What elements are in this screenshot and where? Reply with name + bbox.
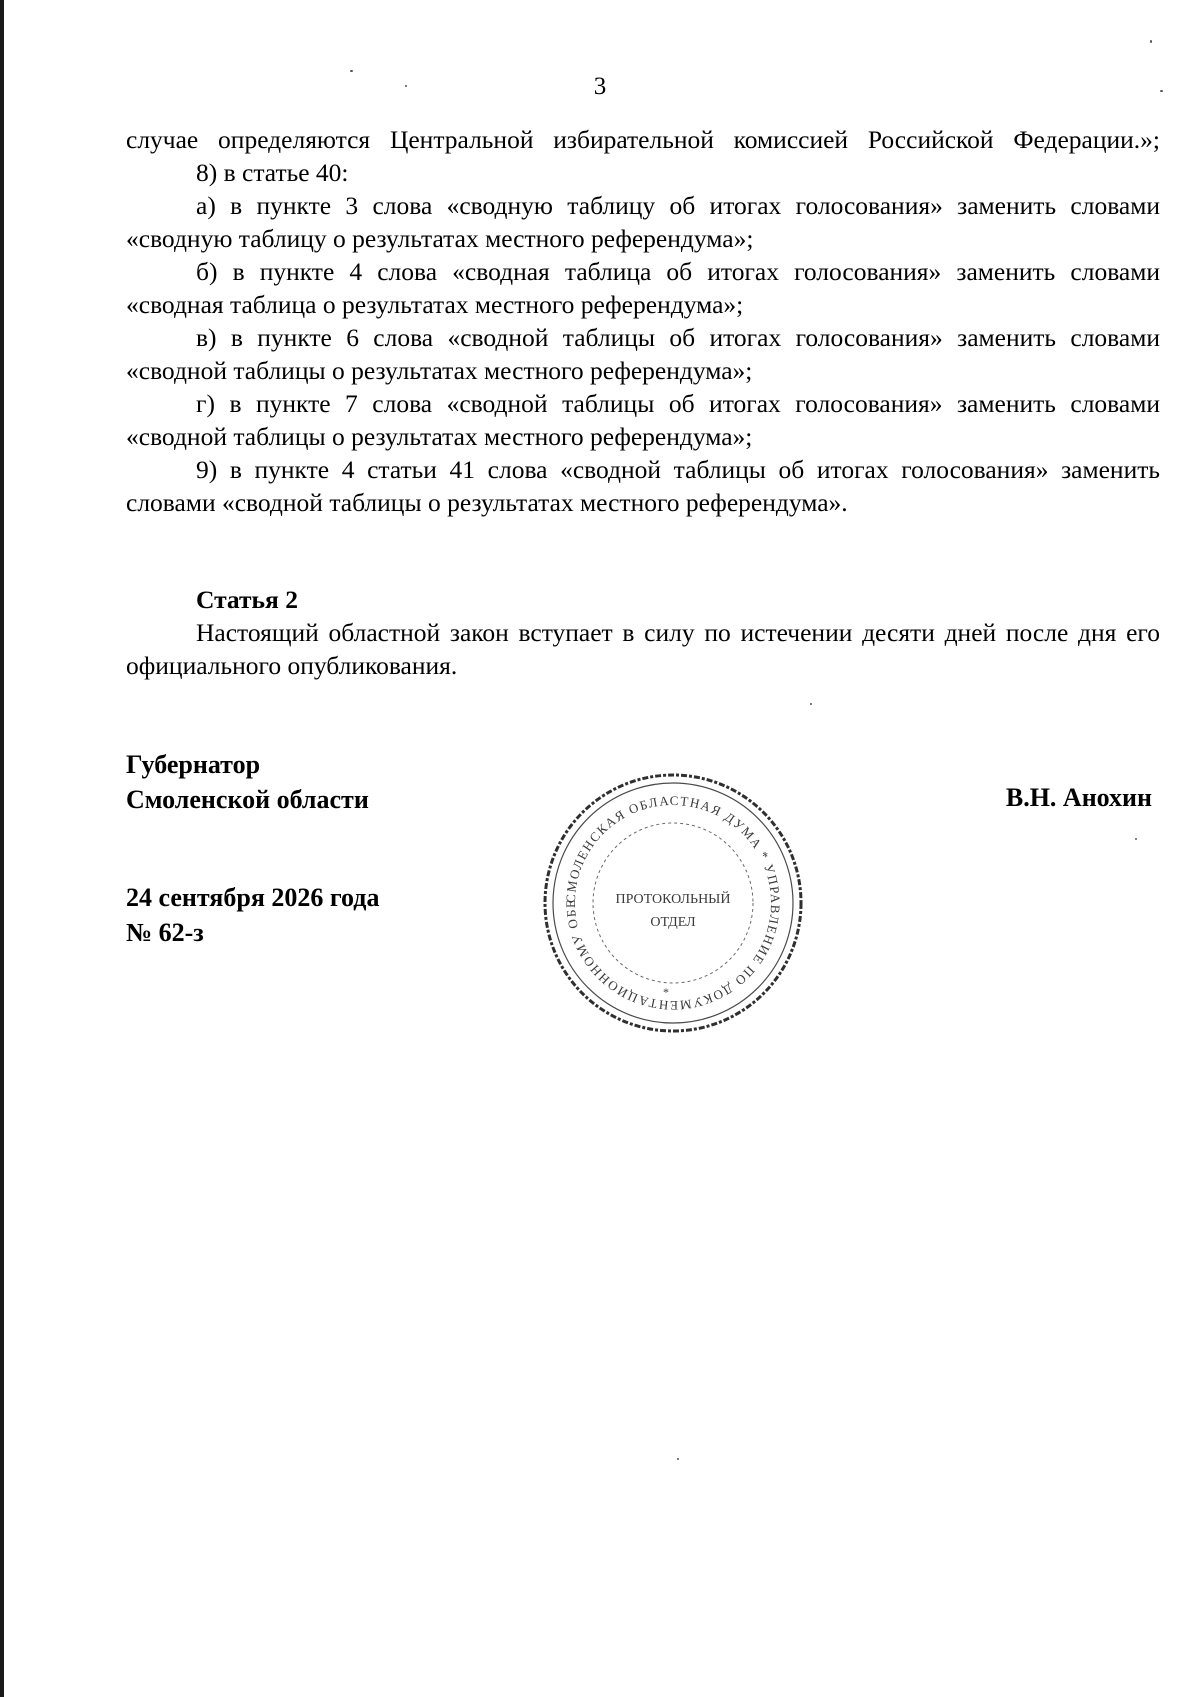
paragraph-item-9: 9) в пункте 4 статьи 41 слова «сводной таблицы об итогах голосования» заменить словами «сводной таблицы о результатах местного референдума». xyxy=(126,455,1160,517)
scan-speck xyxy=(350,70,353,72)
signatory-name: В.Н. Анохин xyxy=(1005,783,1152,812)
stamp-star-glyph: * xyxy=(663,985,669,999)
paragraph-item-8g: г) в пункте 7 слова «сводной таблицы об итогах голосования» заменить словами «сводной таблицы о результатах местного референдума»; xyxy=(126,389,1160,451)
scan-speck xyxy=(1150,40,1152,43)
stamp-graphic xyxy=(538,768,808,1038)
article-2 xyxy=(126,583,1160,682)
paragraph-continuation: случае определяются Центральной избирательной комиссией Российской Федерации.»; xyxy=(126,125,1160,154)
paragraph-item-8v: в) в пункте 6 слова «сводной таблицы об итогах голосования» заменить словами «сводной таблицы о результатах местного референдума»; xyxy=(126,323,1160,385)
enactment-details xyxy=(126,880,379,950)
article-heading: Статья 2 xyxy=(196,585,298,614)
signatory-title-line2: Смоленской области xyxy=(126,785,369,814)
scan-speck xyxy=(677,1458,679,1460)
signatory-title xyxy=(126,747,369,817)
stamp-ring-text xyxy=(538,768,783,1013)
signatory-title-line1: Губернатор xyxy=(126,750,261,779)
scan-edge xyxy=(0,0,4,1697)
paragraph-item-8: 8) в статье 40: xyxy=(196,158,349,187)
scan-speck xyxy=(1135,838,1137,840)
enactment-date: 24 сентября 2026 года xyxy=(126,883,380,912)
law-number: № 62-з xyxy=(126,918,204,947)
article-text: Настоящий областной закон вступает в силу по истечении десяти дней после дня его официального опубликования. xyxy=(126,618,1160,680)
stamp-center-line2: ОТДЕЛ xyxy=(650,915,696,930)
scan-speck xyxy=(405,85,407,87)
paragraph-item-8a: а) в пункте 3 слова «сводную таблицу об итогах голосования» заменить словами «сводную таблицу о результатах местного референдума»; xyxy=(126,191,1160,253)
paragraph-item-8b: б) в пункте 4 слова «сводная таблица об итогах голосования» заменить словами «сводная таблица о результатах местного референдума»; xyxy=(126,257,1160,319)
amendments-text xyxy=(126,123,1160,519)
official-stamp xyxy=(538,768,808,1038)
stamp-center-line1: ПРОТОКОЛЬНЫЙ xyxy=(615,892,731,907)
stamp-ring-textpath: СМОЛЕНСКАЯ ОБЛАСТНАЯ ДУМА * УПРАВЛЕНИЕ ПО ДОКУМЕНТАЦИОННОМУ ОБЕ xyxy=(562,792,784,1014)
page-number: 3 xyxy=(593,73,607,100)
scan-speck xyxy=(1160,90,1163,92)
scan-speck xyxy=(810,703,812,705)
